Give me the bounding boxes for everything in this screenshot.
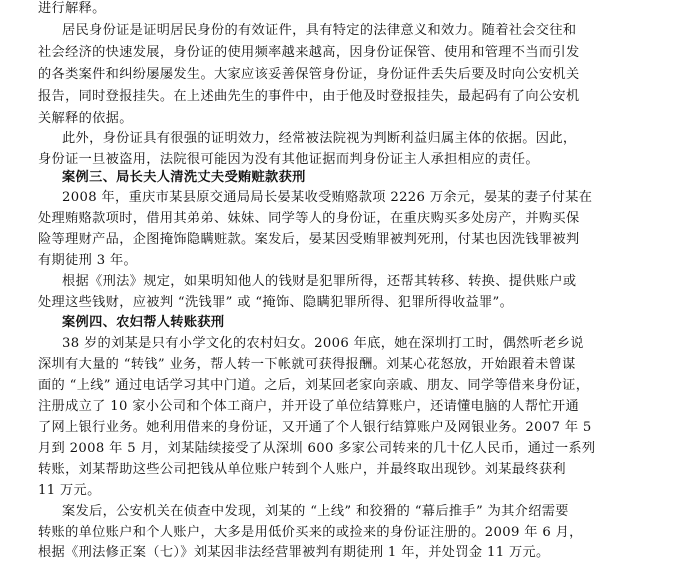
text-line: 身份证一旦被盗用，法院很可能因为没有其他证据而判身份证主人承担相应的责任。 <box>38 152 539 167</box>
text-line: 11 万元。 <box>38 483 101 498</box>
text-line: 案发后，公安机关在侦查中发现，刘某的 “上线” 和狡猾的 “幕后推手” 为其介绍需要 <box>62 504 569 519</box>
text-line: 了网上银行业务。她利用借来的身份证，又开通了个人银行结算账户及网银业务。2007 年 5 <box>38 420 592 435</box>
text-line: 的各类案件和纠纷屡屡发生。大家应该妥善保管身份证，身份证件丢失后要及时向公安机关 <box>38 67 580 82</box>
text-line: 注册成立了 10 家小公司和个体工商户，并开设了单位结算账户，还请懂电脑的人帮忙开通 <box>38 399 579 414</box>
text-line: 报告，同时登报挂失。在上述曲先生的事件中，由于他及时登报挂失，最起码有了向公安机 <box>38 89 580 104</box>
text-line: 险等理财产品，企图掩饰隐瞒赃款。案发后，晏某因受贿罪被判死刑，付某也因洗钱罪被判 <box>38 232 580 247</box>
text-line: 38 岁的刘某是只有小学文化的农村妇女。2006 年底，她在深圳打工时，偶然听老乡说 <box>62 336 584 351</box>
text-line: 进行解释。 <box>38 1 106 16</box>
text-line: 转账的单位账户和个人账户，大多是用低价买来的或捡来的身份证注册的。2009 年 6 月， <box>38 525 583 540</box>
text-line: 月到 2008 年 5 月，刘某陆续接受了从深圳 600 多家公司转来的几十亿人民币，通过一系列 <box>38 441 596 456</box>
section-heading: 案例四、农妇帮人转账获刑 <box>62 315 225 330</box>
text-line: 转账，刘某帮助这些公司把钱从单位账户转到个人账户，并最终取出现钞。刘某最终获利 <box>38 462 566 477</box>
text-line: 有期徒刑 3 年。 <box>38 253 138 268</box>
text-line: 面的 “上线” 通过电话学习其中门道。之后，刘某回老家向亲戚、朋友、同学等借来身份证， <box>38 378 590 393</box>
text-line: 居民身份证是证明居民身份的有效证件，具有特定的法律意义和效力。随着社会交往和 <box>62 23 577 38</box>
text-line: 此外，身份证具有很强的证明效力，经常被法院视为判断利益归属主体的依据。因此， <box>62 131 577 146</box>
text-line: 关解释的依据。 <box>38 111 133 126</box>
text-line: 根据《刑法》规定，如果明知他人的钱财是犯罪所得，还帮其转移、转换、提供账户或 <box>62 274 577 289</box>
text-line: 2008 年，重庆市某县原交通局局长晏某收受贿赂款项 2226 万余元，晏某的妻子付某在 <box>62 190 593 205</box>
section-heading: 案例三、局长夫人清洗丈夫受贿赃款获刑 <box>62 170 306 185</box>
text-line: 社会经济的快速发展，身份证的使用频率越来越高，因身份证保管、使用和管理不当而引发 <box>38 45 580 60</box>
text-line: 根据《刑法修正案（七）》刘某因非法经营罪被判有期徒刑 1 年，并处罚金 11 万元。 <box>38 545 550 560</box>
text-line: 处理贿赂款项时，借用其弟弟、妹妹、同学等人的身份证，在重庆购买多处房产，并购买保 <box>38 211 580 226</box>
text-line: 处理这些钱财，应被判 “洗钱罪” 或 “掩饰、隐瞒犯罪所得、犯罪所得收益罪”。 <box>38 295 514 310</box>
text-line: 深圳有大量的 “转钱” 业务，帮人转一下帐就可获得报酬。刘某心花怒放，开始跟着未曾谋 <box>38 357 576 372</box>
